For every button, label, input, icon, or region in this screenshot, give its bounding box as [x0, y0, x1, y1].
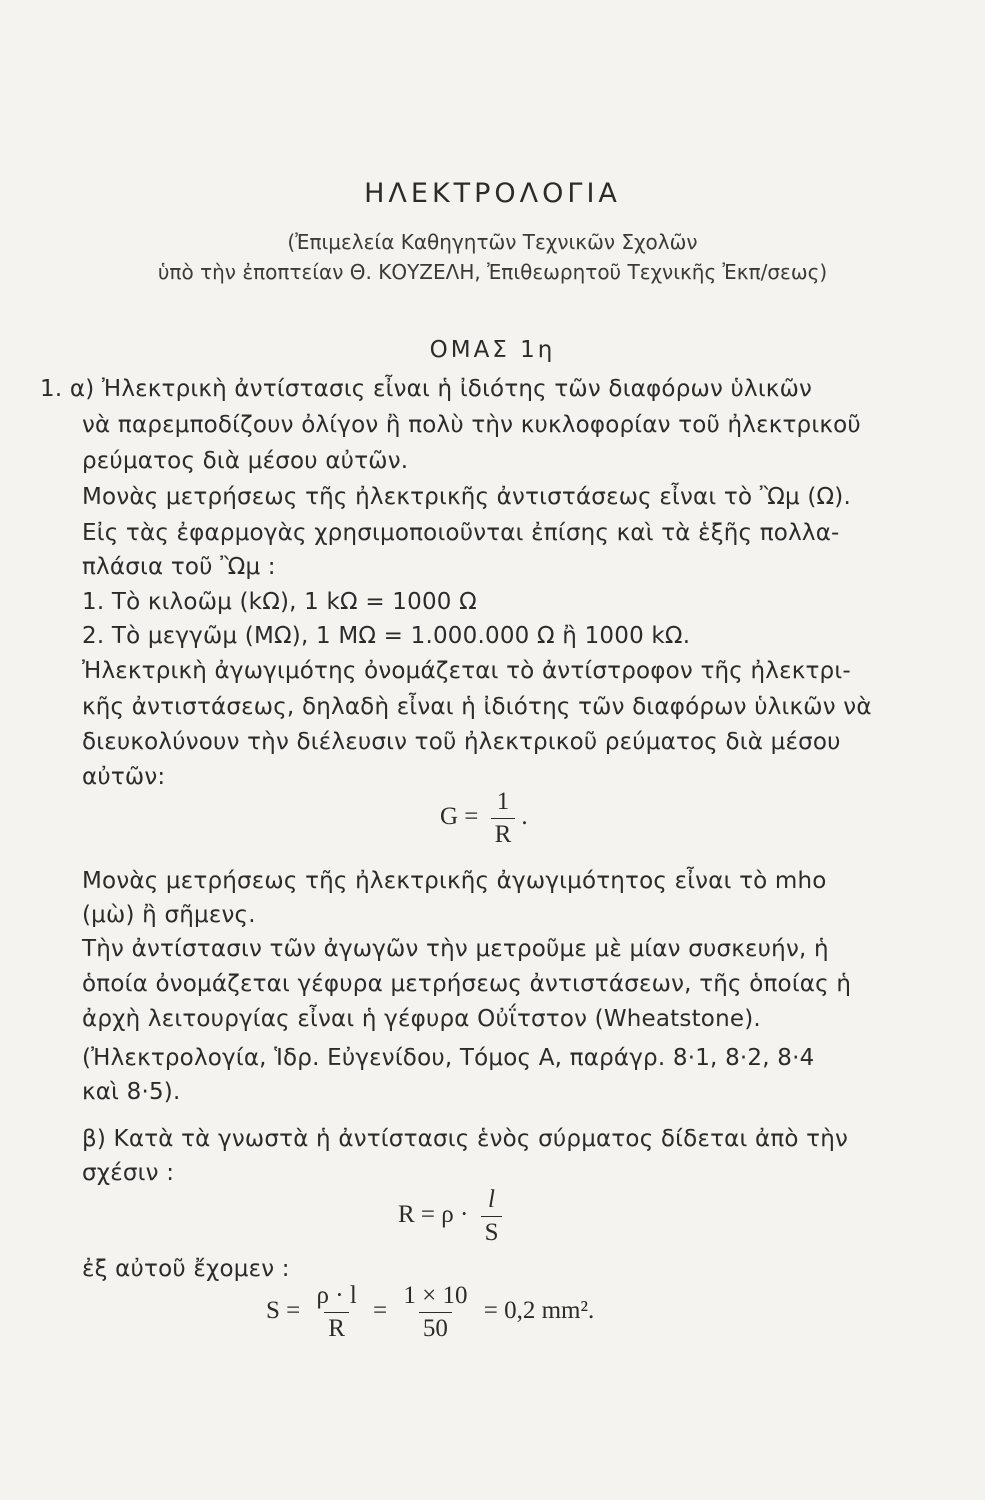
text-line-19: καὶ 8·5). [82, 1079, 181, 1105]
conductance-formula [440, 788, 528, 849]
text-line-12: αὐτῶν: [82, 764, 166, 790]
text-line-8: 2. Τὸ μεγγῶμ (MΩ), 1 MΩ = 1.000.000 Ω ἢ 1000 kΩ. [82, 623, 691, 649]
fraction-denominator: S [481, 1216, 503, 1247]
page-title: ΗΛΕΚΤΡΟΛΟΓΙΑ [364, 178, 621, 209]
text-line-4: Μονὰς μετρήσεως τῆς ἠλεκτρικῆς ἀντιστάσεως εἶναι τὸ Ὢμ (Ω). [82, 484, 851, 510]
editors-line-1: (Ἐπιμελεία Καθηγητῶν Τεχνικῶν Σχολῶν [287, 230, 698, 254]
fraction-2-numerator: 1 × 10 [403, 1282, 468, 1309]
text-line-17: ἀρχὴ λειτουργίας εἶναι ἡ γέφυρα Οὐΐτστον (Wheatstone). [82, 1006, 761, 1032]
resistance-formula [398, 1186, 508, 1247]
text-line-2: νὰ παρεμποδίζουν ὀλίγον ἢ πολὺ τὴν κυκλοφορίαν τοῦ ἠλεκτρικοῦ [82, 412, 861, 438]
formula-lhs: S = [266, 1297, 301, 1325]
text-line-10: κῆς ἀντιστάσεως, δηλαδὴ εἶναι ἡ ἰδιότης τῶν διαφόρων ὑλικῶν νὰ [82, 694, 872, 720]
fraction-1 [313, 1282, 361, 1343]
fraction-numerator: 1 [496, 788, 510, 815]
text-line-3: ρεύματος διὰ μέσου αὐτῶν. [82, 448, 409, 474]
text-line-11: διευκολύνουν τὴν διέλευσιν τοῦ ἠλεκτρικοῦ ρεύματος διὰ μέσου [82, 729, 841, 755]
text-line-22: ἐξ αὐτοῦ ἔχομεν : [82, 1256, 290, 1282]
text-line-1: 1. α) Ἠλεκτρικὴ ἀντίστασις εἶναι ἡ ἰδιότης τῶν διαφόρων ὑλικῶν [40, 376, 813, 402]
text-line-15: Τὴν ἀντίστασιν τῶν ἀγωγῶν τὴν μετροῦμε μὲ μίαν συσκευήν, ἡ [82, 936, 829, 962]
text-line-20: β) Κατὰ τὰ γνωστὰ ἡ ἀντίστασις ἑνὸς σύρματος δίδεται ἀπὸ τὴν [82, 1126, 849, 1152]
formula-lhs: R = ρ · [398, 1201, 469, 1229]
text-line-13: Μονὰς μετρήσεως τῆς ἠλεκτρικῆς ἀγωγιμότητος εἶναι τὸ mho [82, 868, 827, 894]
fraction-2 [399, 1282, 471, 1343]
group-heading: ΟΜΑΣ 1η [429, 337, 556, 363]
formula-lhs: G = [440, 803, 479, 831]
text-line-21: σχέσιν : [82, 1160, 175, 1186]
text-line-14: (μὼ) ἢ σῆμενς. [82, 902, 256, 928]
editors-line-2: ὑπὸ τὴν ἐποπτείαν Θ. ΚΟΥΖΕΛΗ, Ἐπιθεωρητοῦ Τεχνικῆς Ἐκπ/σεως) [157, 260, 828, 284]
fraction [481, 1186, 503, 1247]
text-line-16: ὁποία ὀνομάζεται γέφυρα μετρήσεως ἀντιστάσεων, τῆς ὁποίας ἡ [82, 971, 852, 997]
fraction-2-denominator: 50 [419, 1312, 452, 1343]
text-line-7: 1. Τὸ κιλοῶμ (kΩ), 1 kΩ = 1000 Ω [82, 589, 477, 615]
text-line-9: Ἠλεκτρικὴ ἀγωγιμότης ὀνομάζεται τὸ ἀντίστροφον τῆς ἠλεκτρι- [82, 658, 851, 684]
text-line-5: Εἰς τὰς ἐφαρμογὰς χρησιμοποιοῦνται ἐπίσης καὶ τὰ ἑξῆς πολλα- [82, 520, 840, 546]
formula-result: = 0,2 mm². [483, 1297, 595, 1325]
fraction [491, 788, 516, 849]
text-line-18: (Ἠλεκτρολογία, Ἱδρ. Εὐγενίδου, Τόμος Α, παράγρ. 8·1, 8·2, 8·4 [82, 1045, 815, 1071]
fraction-1-denominator: R [324, 1312, 349, 1343]
fraction-numerator: l [488, 1186, 495, 1213]
fraction-1-numerator: ρ · l [316, 1282, 357, 1309]
formula-tail: . [521, 803, 528, 831]
fraction-denominator: R [491, 818, 516, 849]
section-formula [266, 1282, 594, 1343]
text-line-6: πλάσια τοῦ Ὢμ : [82, 554, 276, 580]
formula-equals: = [373, 1297, 388, 1325]
